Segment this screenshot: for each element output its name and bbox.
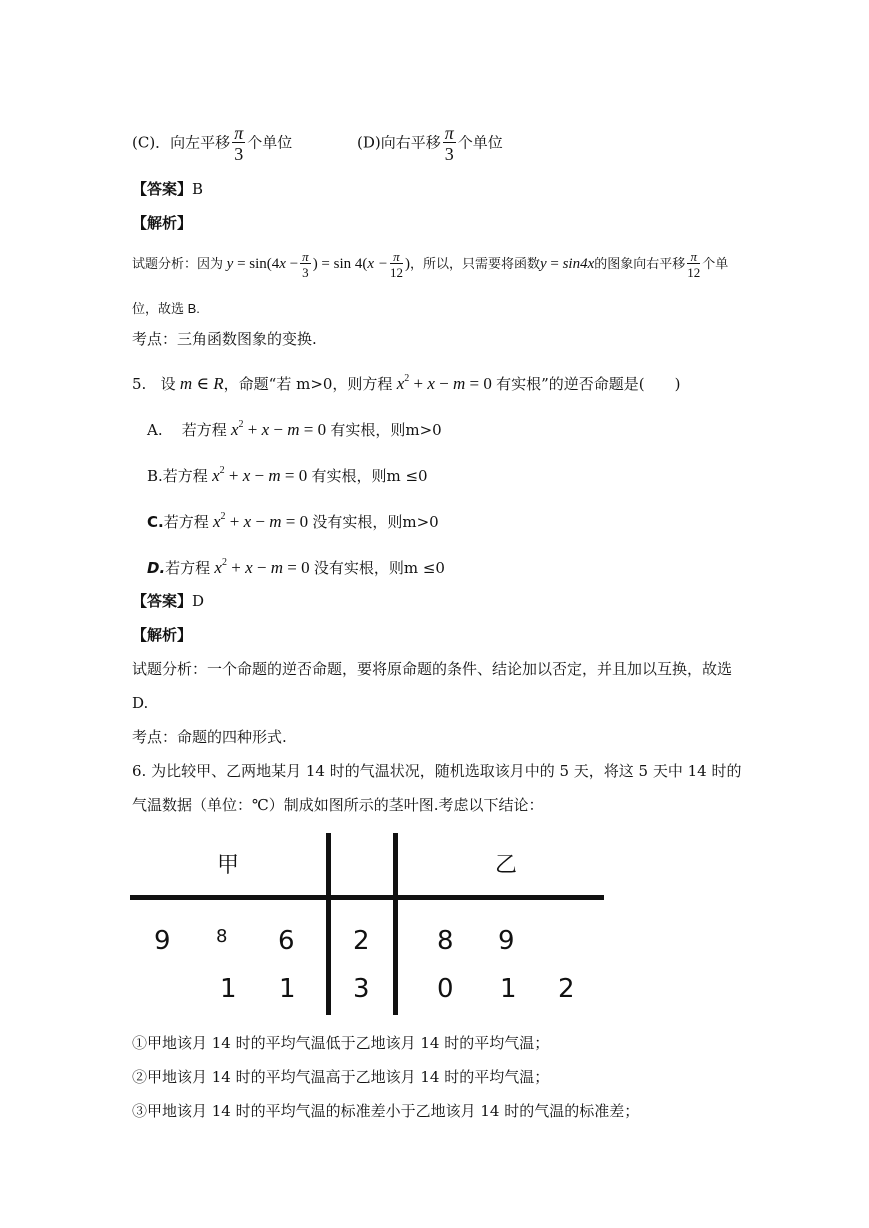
equation: $x^2 + x - m = 0$ — [207, 465, 308, 485]
equation: $x^2 + x - m = 0$ — [392, 373, 492, 393]
q6-stem-line2: 气温数据（单位：℃）制成如图所示的茎叶图.考虑以下结论： — [132, 796, 544, 814]
option-label: C. — [147, 513, 164, 531]
q4-option-c-prefix: (C)．向左平移 — [132, 133, 231, 152]
left-leaf: 8 — [216, 926, 228, 947]
stem-value: 3 — [353, 974, 370, 1004]
plot-header-yi: 乙 — [495, 853, 518, 878]
equation-y-sin: y = sin(4x − — [226, 255, 299, 272]
q4-kaodian: 考点：三角函数图象的变换. — [132, 330, 317, 348]
answer-value: D — [192, 592, 205, 610]
equation: $x^2 + x - m = 0$ — [226, 419, 327, 439]
right-leaf: 0 — [437, 974, 454, 1004]
option-label: B. — [147, 467, 163, 485]
answer-label: 【答案】 — [132, 592, 193, 610]
stem-value: 2 — [353, 926, 370, 956]
q5-analysis-line2: D. — [132, 694, 149, 712]
q5-stem — [132, 368, 680, 395]
q4-analysis-label: 【解析】 — [132, 214, 193, 232]
option-text: 若方程 — [162, 467, 208, 485]
option-text: 若方程 — [181, 421, 227, 439]
left-leaf: 1 — [279, 974, 296, 1004]
equation: $x^2 + x - m = 0$ — [208, 511, 309, 531]
option-label: A. — [147, 421, 163, 439]
analysis-text: 个单 — [702, 255, 729, 271]
stem-text: ，命题“若 m>0，则方程 — [223, 375, 393, 393]
left-leaf: 1 — [220, 974, 237, 1004]
answer-value: B — [192, 180, 204, 198]
option-text: 有实根，则m>0 — [330, 421, 442, 439]
q4-answer — [132, 178, 203, 200]
stem-text: 设 — [160, 375, 176, 393]
q5-kaodian: 考点：命题的四种形式. — [132, 728, 287, 746]
q4-analysis: 试题分析：因为 y = sin(4x − $\frac{\pi}{3}$ ) = sin 4(x − $\frac{\pi}{12}$ )，所以，只需要将函数y = sin4x的图象向右平移 $\frac{\pi}{12}$ 个单 — [132, 249, 729, 280]
q4-option-d-suffix: 个单位 — [457, 133, 503, 152]
q5-analysis-line1: 试题分析：一个命题的逆否命题，要将原命题的条件、结论加以否定，并且加以互换，故选 — [132, 660, 733, 678]
stem-text: 有实根”的逆否命题是( ) — [496, 375, 681, 393]
q4-option-d-prefix: (D)向右平移 — [357, 133, 441, 152]
q5-option-c — [147, 506, 439, 533]
equation: $x^2 + x - m = 0$ — [210, 557, 310, 577]
q6-conclusion-2: ②甲地该月 14 时的平均气温高于乙地该月 14 时的平均气温； — [132, 1068, 550, 1086]
q6-stem-line1: 6. 为比较甲、乙两地某月 14 时的气温状况，随机选取该月中的 5 天，将这 5 天中 14 时的 — [132, 762, 742, 780]
q4-option-c-suffix: 个单位 — [247, 133, 293, 152]
q4-option-c — [132, 124, 292, 163]
left-leaf: 6 — [278, 926, 295, 956]
q5-analysis-label: 【解析】 — [132, 626, 193, 644]
analysis-text: 试题分析：因为 — [132, 255, 224, 271]
q4-analysis-line2: 位，故选 B. — [132, 301, 200, 316]
option-text: 有实根，则m ≤0 — [311, 467, 428, 485]
q5-option-d — [147, 552, 445, 579]
fraction-pi-over-3: $\frac{\pi}{3}$ — [302, 249, 309, 280]
q5-option-a — [147, 414, 442, 441]
fraction-pi-over-3: $\frac{\pi}{3}$ — [444, 123, 454, 164]
answer-label: 【答案】 — [132, 180, 193, 198]
plot-vertical-line-right — [393, 833, 398, 1015]
plot-vertical-line-left — [326, 833, 331, 1015]
option-label: D. — [147, 559, 166, 577]
fraction-pi-over-12: $\frac{\pi}{12}$ — [389, 249, 403, 280]
q5-option-b — [147, 460, 428, 487]
equation-y-sin4x: y = sin4x — [539, 255, 595, 272]
option-text: 没有实根，则m>0 — [312, 513, 439, 531]
analysis-text: 的图象向右平移 — [594, 255, 686, 271]
plot-header-jia: 甲 — [217, 853, 240, 878]
right-leaf: 2 — [558, 974, 575, 1004]
fraction-pi-over-12: $\frac{\pi}{12}$ — [687, 249, 701, 280]
right-leaf: 9 — [498, 926, 515, 956]
left-leaf: 9 — [154, 926, 171, 956]
question-number: 5. — [132, 375, 147, 393]
option-text: 若方程 — [163, 513, 209, 531]
q4-option-d — [357, 124, 503, 163]
fraction-pi-over-3: $\frac{\pi}{3}$ — [234, 123, 244, 164]
q5-answer — [132, 590, 204, 612]
math-m-in-R: m ∈ R — [175, 374, 224, 393]
analysis-text: ，所以，只需要将函数 — [409, 255, 540, 271]
option-text: 若方程 — [165, 559, 211, 577]
q6-conclusion-1: ①甲地该月 14 时的平均气温低于乙地该月 14 时的平均气温； — [132, 1034, 550, 1052]
right-leaf: 8 — [437, 926, 454, 956]
q6-conclusion-3: ③甲地该月 14 时的平均气温的标准差小于乙地该月 14 时的气温的标准差； — [132, 1102, 640, 1120]
option-text: 没有实根，则m ≤0 — [313, 559, 445, 577]
plot-horizontal-line — [130, 895, 604, 900]
right-leaf: 1 — [500, 974, 517, 1004]
